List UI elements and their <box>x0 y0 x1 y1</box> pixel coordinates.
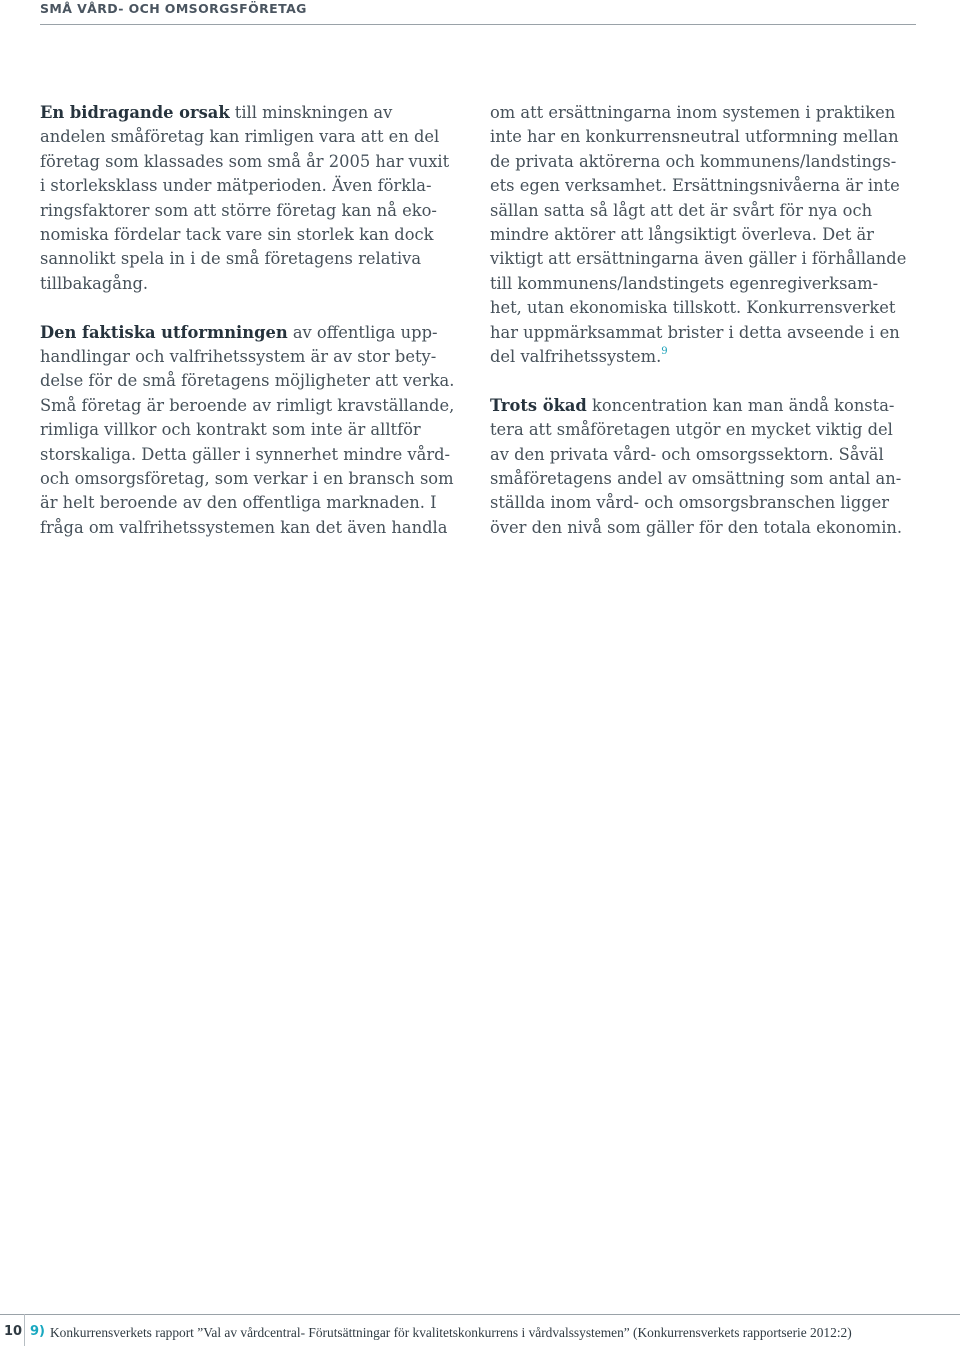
text-line <box>490 394 920 418</box>
text-line: sannolikt spela in i de små företagens relativa <box>40 249 422 269</box>
text-line: i storleksklass under mätperioden. Även förkla- <box>40 176 432 196</box>
text-line: inte har en konkurrensneutral utformning mellan <box>490 127 899 147</box>
text-line: är helt beroende av den offentliga marknaden. I <box>40 493 437 513</box>
paragraph-trots-okad <box>490 394 920 540</box>
text-line: de privata aktörerna och kommunens/landstings- <box>490 151 897 171</box>
page-number: 10 <box>4 1324 23 1339</box>
paragraph-bidragande-orsak <box>40 101 480 296</box>
text-line: handlingar och valfrihetssystem är av stor bety- <box>40 347 437 367</box>
text-line <box>490 345 920 369</box>
paragraph-ersattningar <box>490 101 920 369</box>
text-line: nomiska fördelar tack vare sin storlek kan dock <box>40 225 434 245</box>
text-line: tillbakagång. <box>40 273 149 293</box>
text-line: viktigt att ersättningarna även gäller i förhållande <box>490 249 907 269</box>
footer-separator <box>24 1314 25 1346</box>
text-line <box>40 101 480 125</box>
text-line: av den privata vård- och omsorgssektorn. Såväl <box>490 444 884 464</box>
text-line: het, utan ekonomiska tillskott. Konkurrensverket <box>490 298 896 318</box>
text-line: Små företag är beroende av rimligt kravställande, <box>40 395 455 415</box>
paragraph-lead: En bidragande orsak <box>40 103 230 122</box>
paragraph-lead: Den faktiska utformningen <box>40 322 288 342</box>
running-header: SMÅ VÅRD- OCH OMSORGSFÖRETAG <box>40 1 307 16</box>
text-line: och omsorgsföretag, som verkar i en bransch som <box>40 469 454 489</box>
line-text: koncentration kan man ändå konsta- <box>586 395 895 415</box>
text-line: storskaliga. Detta gäller i synnerhet mindre vård- <box>40 444 451 464</box>
text-line: till kommunens/landstingets egenregiverksam- <box>490 273 879 293</box>
text-line: om att ersättningarna inom systemen i praktiken <box>490 103 896 122</box>
text-line: rimliga villkor och kontrakt som inte är alltför <box>40 420 421 440</box>
text-line: har uppmärksammat brister i detta avseende i en <box>490 322 900 342</box>
text-line: ringsfaktorer som att större företag kan nå eko- <box>40 200 437 220</box>
paragraph-faktiska-utformningen <box>40 321 480 541</box>
text-line: mindre aktörer att långsiktigt överleva. Det är <box>490 225 874 245</box>
text-line: ställda inom vård- och omsorgsbranschen ligger <box>490 493 890 513</box>
text-line: företag som klassades som små år 2005 har vuxit <box>40 151 450 171</box>
text-line: delse för de små företagens möjligheter att verka. <box>40 371 455 391</box>
text-line <box>40 321 480 345</box>
line-text: till minskningen av <box>229 103 393 122</box>
header-divider <box>40 24 916 25</box>
footnote-number: 9) <box>30 1324 45 1339</box>
text-line: fråga om valfrihetssystemen kan det även handla <box>40 517 448 537</box>
text-line: småföretagens andel av omsättning som antal an- <box>490 469 902 489</box>
line-text: del valfrihetssystem. <box>490 347 662 367</box>
text-line: ets egen verksamhet. Ersättningsnivåerna är inte <box>490 176 900 196</box>
text-line: över den nivå som gäller för den totala ekonomin. <box>490 517 903 537</box>
paragraph-lead: Trots ökad <box>490 395 587 415</box>
text-line: tera att småföretagen utgör en mycket viktig del <box>490 420 893 440</box>
left-column <box>40 101 480 540</box>
text-line: sällan satta så lågt att det är svårt för nya och <box>490 200 873 220</box>
right-column <box>490 101 920 540</box>
footer-divider <box>0 1314 960 1315</box>
footnote-text: Konkurrensverkets rapport ”Val av vårdcentral- Förutsättningar för kvalitetskonkurrens i vårdvalssystemen” (Konkurrensverkets rapportserie 2012:2) <box>50 1325 852 1340</box>
text-line: andelen småföretag kan rimligen vara att en del <box>40 127 440 147</box>
footnote-reference[interactable]: 9 <box>661 345 668 357</box>
line-text: av offentliga upp- <box>287 322 438 342</box>
